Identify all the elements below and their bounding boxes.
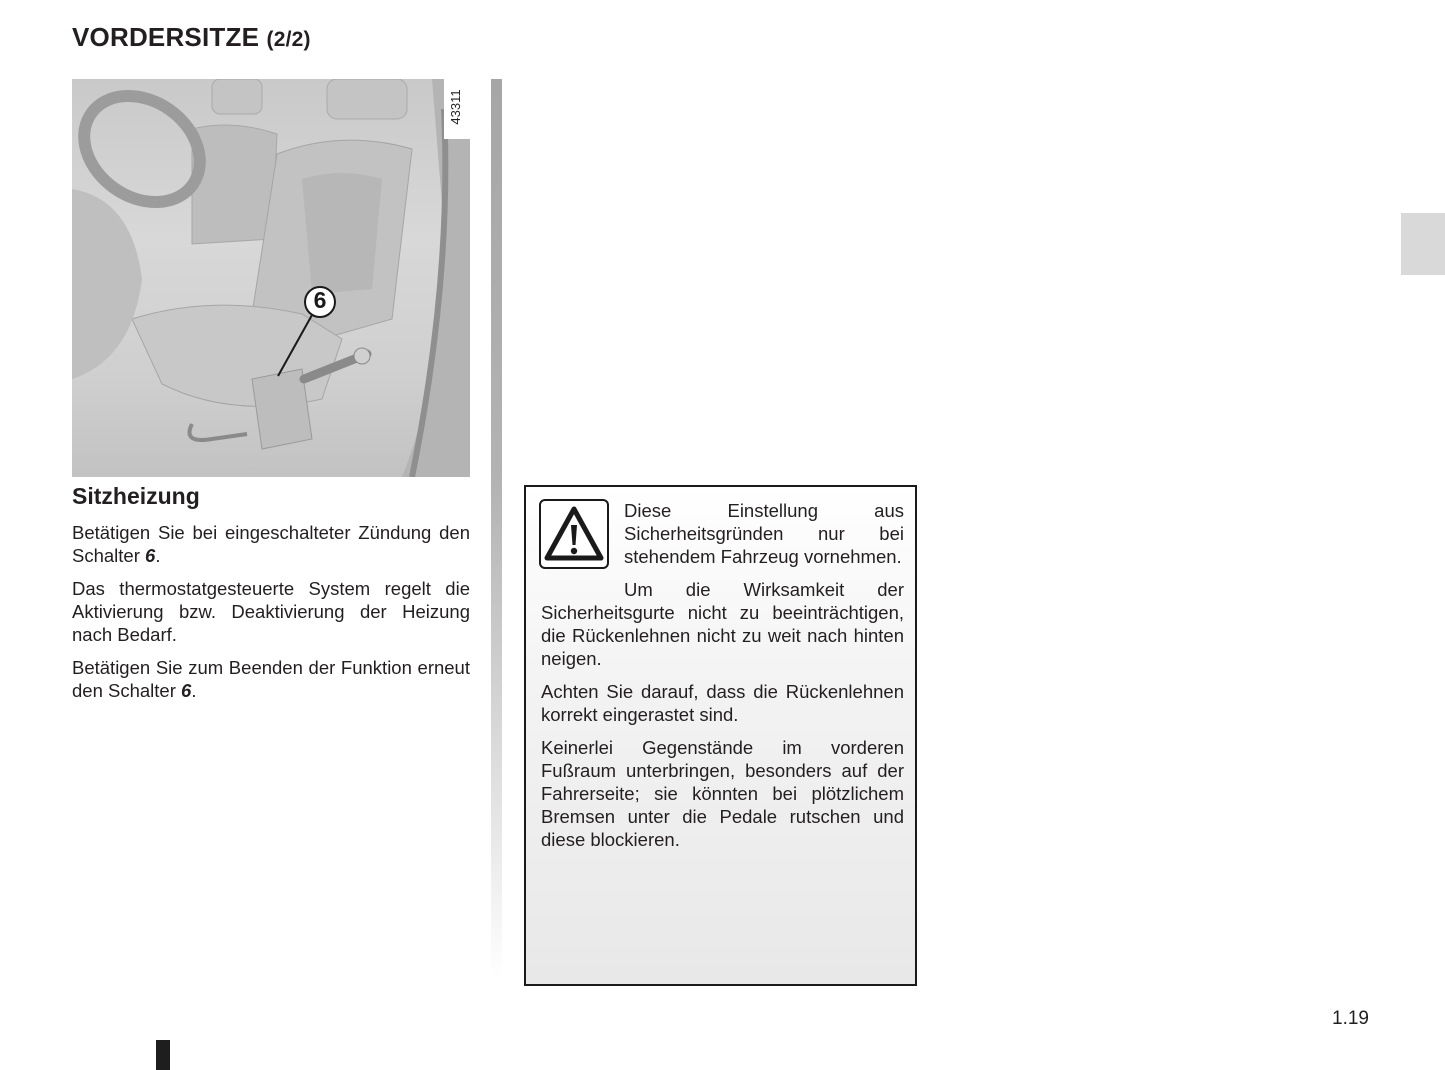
switch-reference: 6 [145, 545, 156, 566]
page-title-suffix: (2/2) [266, 28, 311, 51]
warning-box [524, 485, 917, 986]
paragraph: Das thermostatgesteuerte System regelt die Aktivierung bzw. Deaktivierung der Heizung nach Bedarf. [72, 578, 470, 645]
callout-label: 6 [313, 287, 327, 313]
page-title-main: VORDERSITZE [72, 22, 260, 52]
seat-illustration [72, 79, 470, 477]
column-separator-bar [491, 79, 502, 979]
page-title [72, 22, 311, 53]
section-body [72, 521, 470, 712]
print-corner-mark [156, 1040, 170, 1070]
seat-drawing [72, 79, 470, 477]
warning-text [541, 499, 904, 861]
warning-paragraph: Keinerlei Gegenstände im vorderen Fußraum unterbringen, besonders auf der Fahrerseite; sie könnten bei plötzlichem Bremsen unter die Pedale rutschen und diese blockieren. [541, 737, 904, 850]
figure-reference-number: 43311 [448, 89, 463, 125]
section-heading: Sitzheizung [72, 483, 200, 509]
warning-paragraph: Achten Sie darauf, dass die Rückenlehnen korrekt eingerastet sind. [541, 681, 904, 725]
warning-paragraph: Um die Wirksamkeit der Sicherheitsgurte nicht zu beeinträchtigen, die Rückenlehnen nicht zu weit nach hinten neigen. [541, 579, 904, 669]
page-number: 1.19 [1332, 1008, 1369, 1029]
warning-paragraph: Diese Einstellung aus Sicherheitsgründen nur bei stehendem Fahrzeug vornehmen. [624, 500, 904, 567]
paragraph: Betätigen Sie zum Beenden der Funktion erneut den Schalter 6. [72, 657, 470, 701]
paragraph: Betätigen Sie bei eingeschalteter Zündung den Schalter 6. [72, 522, 470, 566]
switch-reference: 6 [181, 680, 192, 701]
chapter-tab [1401, 213, 1445, 275]
